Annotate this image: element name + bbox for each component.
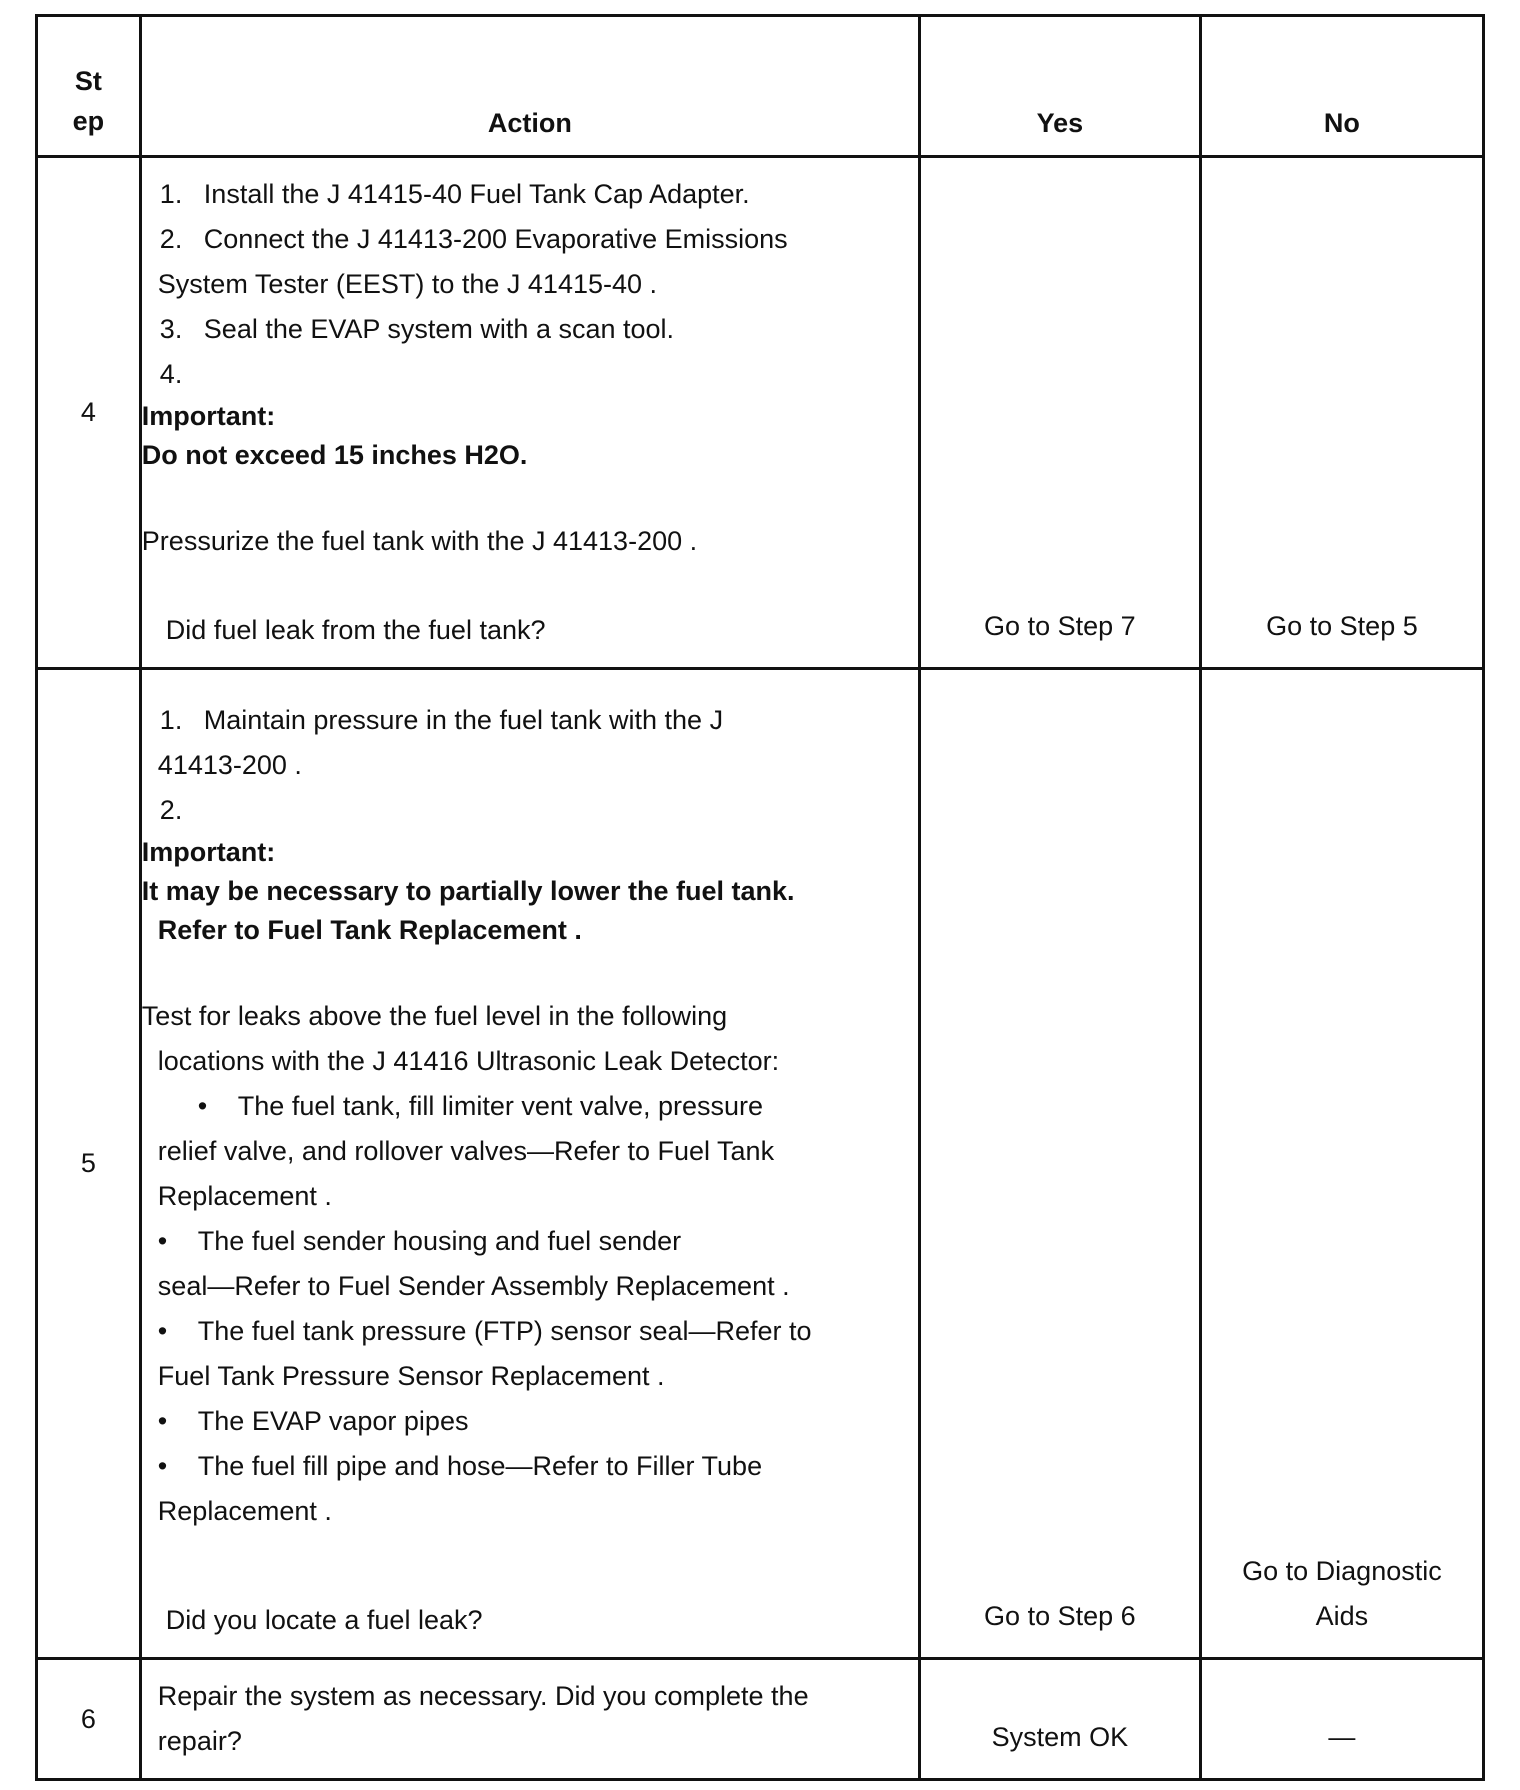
header-step-line2: ep bbox=[72, 106, 105, 136]
question-text: Did you locate a fuel leak? bbox=[165, 1605, 483, 1635]
header-action: Action bbox=[140, 16, 919, 157]
yes-cell: Go to Step 6 bbox=[919, 669, 1200, 1659]
bullet-item: • The fuel fill pipe and hose—Refer to Filler Tube bbox=[157, 1451, 763, 1481]
question-text: Did fuel leak from the fuel tank? bbox=[165, 615, 546, 645]
yes-cell: System OK bbox=[919, 1659, 1200, 1780]
header-yes: Yes bbox=[919, 16, 1200, 157]
bullet-item: • The fuel tank pressure (FTP) sensor seal—Refer to bbox=[157, 1316, 812, 1346]
intro-text: locations with the J 41416 Ultrasonic Leak Detector: bbox=[157, 1046, 780, 1076]
important-text: Do not exceed 15 inches H2O. bbox=[141, 440, 528, 470]
no-cell: — bbox=[1200, 1659, 1483, 1780]
important-label: Important: bbox=[141, 837, 276, 867]
header-step-line1: St bbox=[74, 66, 102, 96]
important-text: It may be necessary to partially lower the fuel tank. bbox=[141, 876, 795, 906]
bullet-continuation: Fuel Tank Pressure Sensor Replacement . bbox=[157, 1361, 665, 1391]
list-item-continuation: System Tester (EEST) to the J 41415-40 . bbox=[157, 269, 658, 299]
step-number: 5 bbox=[37, 669, 141, 1659]
no-cell: Go to Diagnostic Aids bbox=[1200, 669, 1483, 1659]
bullet-item: • The fuel tank, fill limiter vent valve, pressure bbox=[197, 1091, 764, 1121]
bullet-continuation: Replacement . bbox=[157, 1181, 332, 1211]
list-item: 1. Maintain pressure in the fuel tank with the J bbox=[159, 705, 724, 735]
action-cell bbox=[140, 669, 919, 1659]
bullet-item: • The EVAP vapor pipes bbox=[157, 1406, 469, 1436]
important-label: Important: bbox=[141, 401, 276, 431]
header-step bbox=[37, 16, 141, 157]
header-no: No bbox=[1200, 16, 1483, 157]
table-row-step-6 bbox=[37, 1659, 1484, 1780]
no-cell: Go to Step 5 bbox=[1200, 157, 1483, 669]
action-cell: Repair the system as necessary. Did you complete the repair? bbox=[140, 1659, 919, 1780]
intro-text: Test for leaks above the fuel level in the following bbox=[141, 1001, 728, 1031]
table-row-step-4 bbox=[37, 157, 1484, 669]
important-text: Refer to Fuel Tank Replacement . bbox=[157, 915, 582, 945]
header-row bbox=[37, 16, 1484, 157]
bullet-continuation: seal—Refer to Fuel Sender Assembly Replacement . bbox=[157, 1271, 790, 1301]
action-cell bbox=[140, 157, 919, 669]
bullet-continuation: relief valve, and rollover valves—Refer to Fuel Tank bbox=[157, 1136, 775, 1166]
instruction-text: Pressurize the fuel tank with the J 41413-200 . bbox=[141, 526, 698, 556]
step-number: 4 bbox=[37, 157, 141, 669]
bullet-continuation: Replacement . bbox=[157, 1496, 332, 1526]
list-item: 4. bbox=[159, 359, 183, 389]
step-number: 6 bbox=[37, 1659, 141, 1780]
list-item: 1. Install the J 41415-40 Fuel Tank Cap Adapter. bbox=[159, 179, 750, 209]
list-item-continuation: 41413-200 . bbox=[157, 750, 302, 780]
list-item: 3. Seal the EVAP system with a scan tool. bbox=[159, 314, 675, 344]
bullet-item: • The fuel sender housing and fuel sender bbox=[157, 1226, 682, 1256]
diagnostic-table bbox=[35, 14, 1485, 1781]
list-item: 2. Connect the J 41413-200 Evaporative Emissions bbox=[159, 224, 788, 254]
yes-cell: Go to Step 7 bbox=[919, 157, 1200, 669]
list-item: 2. bbox=[159, 795, 183, 825]
table-row-step-5 bbox=[37, 669, 1484, 1659]
